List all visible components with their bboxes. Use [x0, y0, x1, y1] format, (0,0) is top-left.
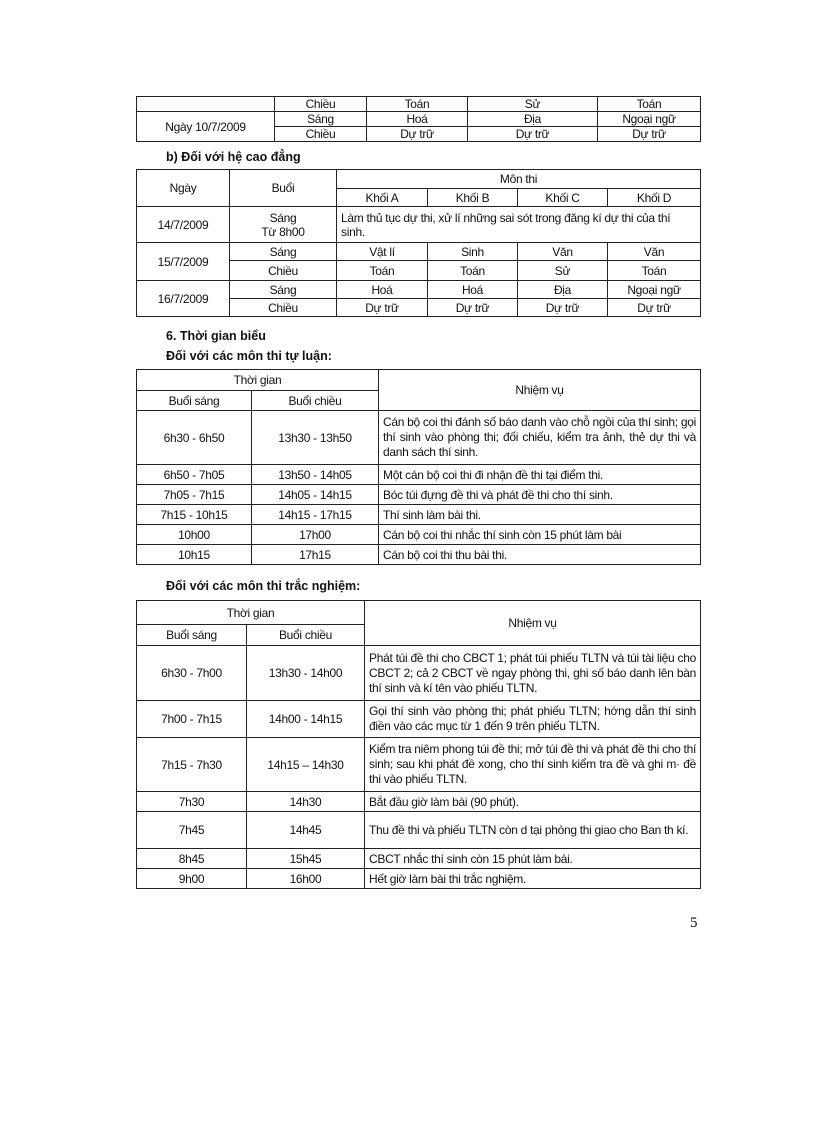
top-day-cell: Ngày 10/7/2009: [137, 112, 275, 142]
task-cell: Cán bộ coi thi đánh số báo danh vào chỗ ngồi của thí sinh; gọi thí sinh vào phòng thi; đối chiếu, kiểm tra ảnh, thẻ dự thi và danh sách thí sinh.: [379, 411, 701, 465]
morning-time: 9h00: [137, 869, 247, 889]
afternoon-time: 13h30 - 14h00: [247, 646, 365, 701]
subject-cell: Toán: [428, 261, 518, 281]
morning-time: 7h05 - 7h15: [137, 485, 252, 505]
header-afternoon: Buổi chiều: [252, 391, 379, 411]
subject-cell: Văn: [608, 243, 701, 261]
afternoon-time: 16h00: [247, 869, 365, 889]
task-cell: Bóc túi đựng đề thi và phát đề thi cho thí sinh.: [379, 485, 701, 505]
top-subject-cell: Ngoại ngữ: [598, 112, 701, 127]
morning-time: 6h50 - 7h05: [137, 465, 252, 485]
morning-time: 10h00: [137, 525, 252, 545]
heading-multiple-choice: Đối với các môn thi trắc nghiệm:: [166, 579, 361, 593]
header-morning: Buổi sáng: [137, 625, 247, 646]
date-cell: 14/7/2009: [137, 207, 230, 243]
afternoon-time: 14h15 – 14h30: [247, 738, 365, 792]
header-session: Buổi: [230, 170, 337, 207]
afternoon-time: 13h50 - 14h05: [252, 465, 379, 485]
essay-timetable: [136, 369, 701, 565]
morning-time: 7h15 - 10h15: [137, 505, 252, 525]
header-task: Nhiệm vụ: [379, 370, 701, 411]
subject-cell: Hoá: [428, 281, 518, 299]
task-cell: Thu đề thi và phiếu TLTN còn d tại phòng thi giao cho Ban th kí.: [365, 812, 701, 849]
morning-time: 6h30 - 6h50: [137, 411, 252, 465]
header-morning: Buổi sáng: [137, 391, 252, 411]
header-block: Khối D: [608, 189, 701, 207]
top-subject-cell: Dự trữ: [367, 127, 468, 142]
header-task: Nhiệm vụ: [365, 601, 701, 646]
morning-time: 7h45: [137, 812, 247, 849]
header-afternoon: Buổi chiều: [247, 625, 365, 646]
afternoon-time: 14h45: [247, 812, 365, 849]
task-cell: Phát túi đề thi cho CBCT 1; phát túi phiếu TLTN và túi tài liệu cho CBCT 2; cả 2 CBCT về ngay phòng thi, ghi số báo danh lên bàn thí sinh và kí tên vào phiếu TLTN.: [365, 646, 701, 701]
task-cell: Cán bộ coi thi nhắc thí sinh còn 15 phút làm bài: [379, 525, 701, 545]
morning-time: 8h45: [137, 849, 247, 869]
top-session-cell: Chiều: [275, 97, 367, 112]
heading-essay: Đối với các môn thi tự luận:: [166, 349, 332, 363]
top-subject-cell: Toán: [367, 97, 468, 112]
header-block: Khối B: [428, 189, 518, 207]
header-day: Ngày: [137, 170, 230, 207]
afternoon-time: 15h45: [247, 849, 365, 869]
top-subject-cell: Sử: [468, 97, 598, 112]
heading-schedule: 6. Thời gian biểu: [166, 329, 266, 343]
top-session-cell: Chiều: [275, 127, 367, 142]
afternoon-time: 14h30: [247, 792, 365, 812]
subject-cell: Sinh: [428, 243, 518, 261]
top-session-cell: Sáng: [275, 112, 367, 127]
date-cell: 15/7/2009: [137, 243, 230, 281]
task-cell: Bắt đầu giờ làm bài (90 phút).: [365, 792, 701, 812]
top-subject-cell: Địa: [468, 112, 598, 127]
subject-cell: Toán: [337, 261, 428, 281]
college-exam-table: [136, 169, 701, 317]
afternoon-time: 14h05 - 14h15: [252, 485, 379, 505]
task-cell: Hết giờ làm bài thi trắc nghiệm.: [365, 869, 701, 889]
task-cell: Thí sinh làm bài thi.: [379, 505, 701, 525]
session-cell: Sáng: [230, 281, 337, 299]
task-cell: Cán bộ coi thi thu bài thi.: [379, 545, 701, 565]
date-cell: 16/7/2009: [137, 281, 230, 317]
subject-cell: Toán: [608, 261, 701, 281]
session-cell: Sáng Từ 8h00: [230, 207, 337, 243]
page-number: 5: [690, 915, 698, 931]
header-time: Thời gian: [137, 601, 365, 625]
session-cell: Chiều: [230, 299, 337, 317]
subject-cell: Hoá: [337, 281, 428, 299]
subject-cell: Địa: [518, 281, 608, 299]
morning-time: 6h30 - 7h00: [137, 646, 247, 701]
subject-cell: Ngoại ngữ: [608, 281, 701, 299]
session-cell: Chiều: [230, 261, 337, 281]
registration-task: Làm thủ tục dự thi, xử lí những sai sót trong đăng kí dự thi của thí sinh.: [337, 207, 701, 243]
afternoon-time: 17h00: [252, 525, 379, 545]
afternoon-time: 14h00 - 14h15: [247, 701, 365, 738]
subject-cell: Dự trữ: [518, 299, 608, 317]
subject-cell: Vật lí: [337, 243, 428, 261]
session-cell: Sáng: [230, 243, 337, 261]
top-exam-table: [136, 96, 701, 142]
header-block: Khối C: [518, 189, 608, 207]
multiple-choice-timetable: [136, 600, 701, 889]
morning-time: 7h00 - 7h15: [137, 701, 247, 738]
morning-time: 7h30: [137, 792, 247, 812]
top-day-cell: [137, 97, 275, 112]
header-subjects: Môn thi: [337, 170, 701, 189]
afternoon-time: 17h15: [252, 545, 379, 565]
task-cell: Một cán bộ coi thi đi nhận đề thi tại điểm thi.: [379, 465, 701, 485]
task-cell: Gọi thí sinh vào phòng thi; phát phiếu TLTN; hớng dẫn thí sinh điền vào các mục từ 1 đến 9 trên phiếu TLTN.: [365, 701, 701, 738]
task-cell: Kiểm tra niêm phong túi đề thi; mở túi đề thi và phát đề thi cho thí sinh; sau khi phát đề xong, cho thí sinh kiểm tra đề và ghi m· đề thi vào phiếu TLTN.: [365, 738, 701, 792]
subject-cell: Dự trữ: [428, 299, 518, 317]
subject-cell: Dự trữ: [608, 299, 701, 317]
top-subject-cell: Hoá: [367, 112, 468, 127]
top-subject-cell: Dự trữ: [598, 127, 701, 142]
afternoon-time: 13h30 - 13h50: [252, 411, 379, 465]
subject-cell: Sử: [518, 261, 608, 281]
subject-cell: Dự trữ: [337, 299, 428, 317]
top-subject-cell: Toán: [598, 97, 701, 112]
top-subject-cell: Dự trữ: [468, 127, 598, 142]
header-block: Khối A: [337, 189, 428, 207]
task-cell: CBCT nhắc thí sinh còn 15 phút làm bài.: [365, 849, 701, 869]
morning-time: 10h15: [137, 545, 252, 565]
header-time: Thời gian: [137, 370, 379, 391]
subject-cell: Văn: [518, 243, 608, 261]
morning-time: 7h15 - 7h30: [137, 738, 247, 792]
heading-college: b) Đối với hệ cao đẳng: [166, 150, 301, 164]
afternoon-time: 14h15 - 17h15: [252, 505, 379, 525]
